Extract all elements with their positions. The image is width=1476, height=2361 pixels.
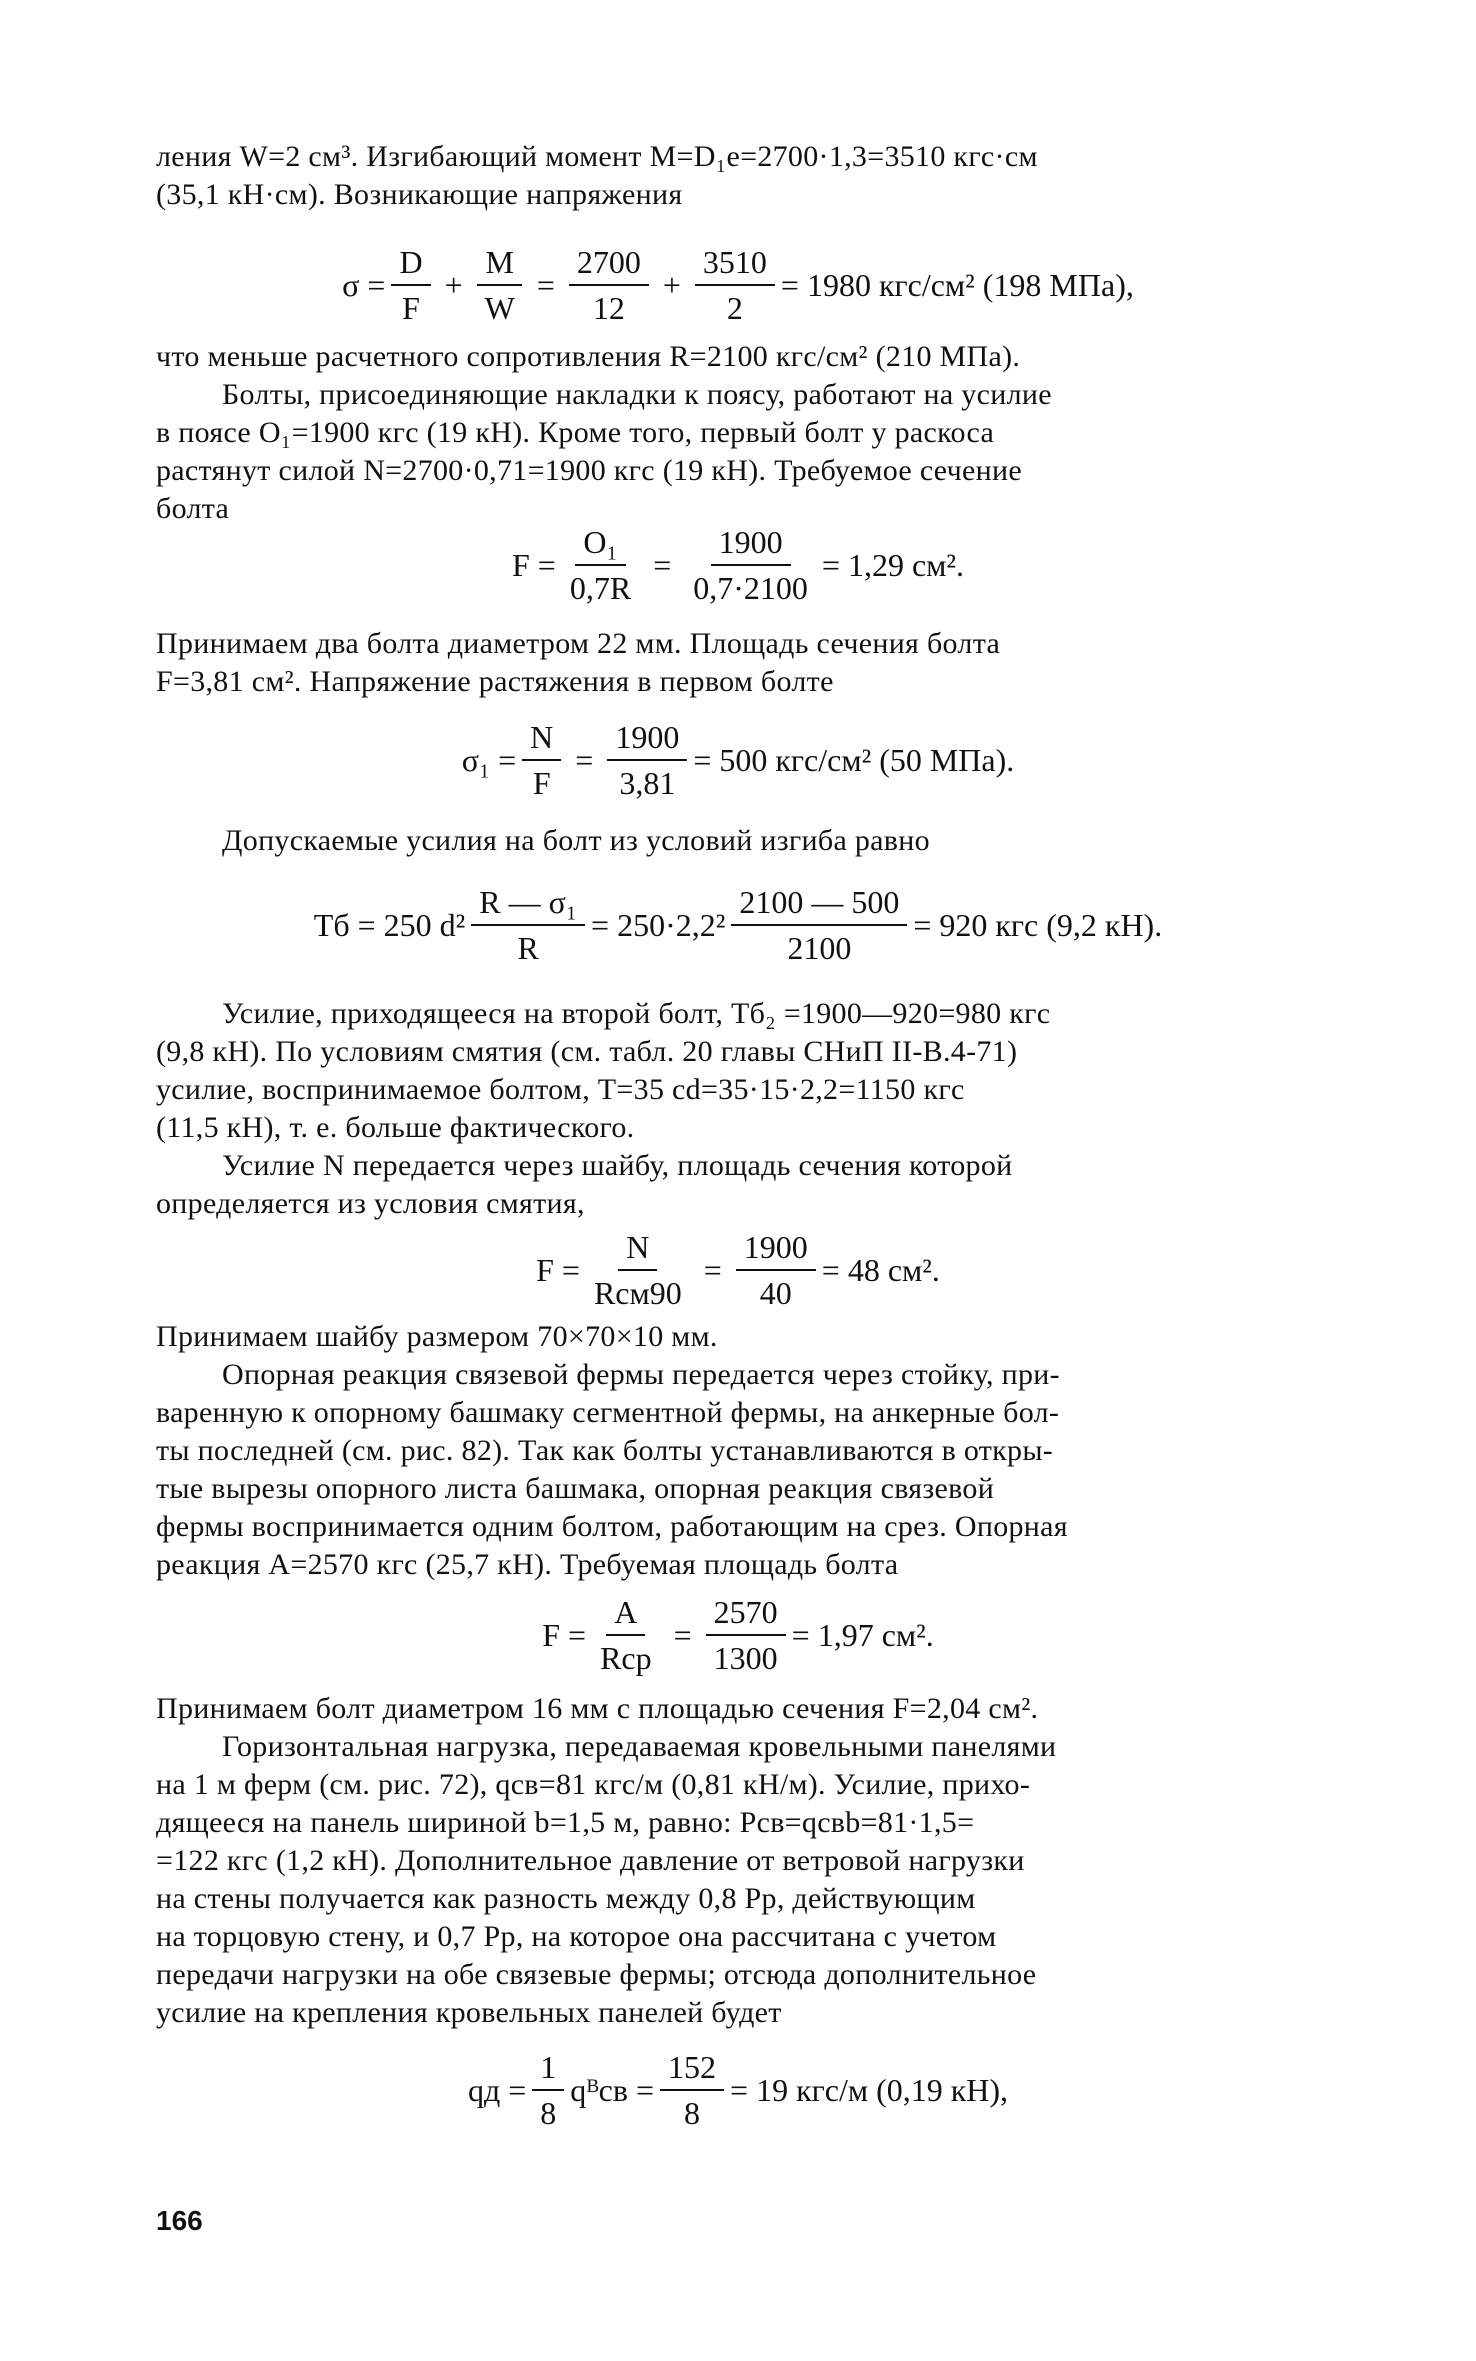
text-line: (35,1 кН·см). Возникающие напряжения — [156, 178, 683, 211]
formula-lhs: Tб = 250 d² — [313, 906, 466, 943]
denominator: 40 — [759, 1275, 792, 1311]
text-line: варенную к опорному башмаку сегментной фермы, на анкерные бол- — [156, 1396, 1060, 1429]
fraction — [660, 2047, 724, 2133]
text-line: фермы воспринимается одним болтом, работающим на срез. Опорная — [156, 1510, 1068, 1543]
text-line: реакция A=2570 кгс (25,7 кН). Требуемая площадь болта — [156, 1548, 899, 1581]
numerator: M — [477, 242, 521, 286]
formula-bending — [0, 870, 1476, 980]
formula-washer — [0, 1215, 1476, 1325]
formula-rhs: = 500 кгс/см² (50 МПа). — [693, 741, 1015, 778]
denominator: 0,7R — [569, 570, 632, 606]
fraction — [569, 242, 649, 328]
text-line: Усилие, приходящееся на второй болт, Tб₂ =1900—920=980 кгс — [222, 997, 1051, 1030]
fraction — [391, 242, 430, 328]
formula-rhs: = 1,29 см². — [821, 546, 964, 583]
text-line: Принимаем болт диаметром 16 мм с площадью сечения F=2,04 см². — [156, 1692, 1039, 1725]
numerator: N — [618, 1227, 657, 1271]
text-line: передачи нагрузки на обе связевые фермы; отсюда дополнительное — [156, 1958, 1037, 1991]
text-line: (9,8 кН). По условиям смятия (см. табл. 20 главы СНиП II-В.4-71) — [156, 1035, 1018, 1068]
denominator: F — [402, 290, 420, 326]
fraction — [532, 2047, 564, 2133]
page-number: 166 — [156, 2205, 203, 2236]
fraction — [477, 242, 523, 328]
text-line: усилие, воспринимаемое болтом, T=35 cd=35·15·2,2=1150 кгс — [156, 1073, 965, 1106]
numerator: O₁ — [575, 522, 625, 566]
operator: = — [575, 741, 594, 778]
denominator: F — [532, 765, 551, 801]
text-line: ты последней (см. рис. 82). Так как болты устанавливаются в откры- — [156, 1434, 1054, 1467]
operator: + — [662, 266, 681, 303]
text-line: (11,5 кН), т. е. больше фактического. — [156, 1111, 635, 1144]
text-line: болта — [156, 492, 230, 525]
text-line: F=3,81 см². Напряжение растяжения в первом болте — [156, 665, 834, 698]
fraction — [471, 882, 585, 968]
denominator: W — [484, 290, 515, 326]
text-line: в поясе O₁=1900 кгс (19 кН). Кроме того, первый болт у раскоса — [156, 416, 995, 449]
text-line: на торцовую стену, и 0,7 Pр, на которое она рассчитана с учетом — [156, 1920, 997, 1953]
text-line: дящееся на панель шириной b=1,5 м, равно: Pсв=qсвb=81·1,5= — [156, 1806, 975, 1839]
denominator: 2100 — [787, 930, 852, 966]
formula-mid: qᴮсв = — [570, 2071, 655, 2108]
operator: = — [536, 266, 555, 303]
formula-rhs: = 19 кгс/м (0,19 кН), — [730, 2071, 1009, 2108]
formula-rhs: = 1,97 см². — [791, 1616, 934, 1653]
numerator: 2700 — [569, 242, 649, 286]
denominator: Rср — [600, 1640, 652, 1676]
numerator: 1900 — [607, 717, 687, 761]
denominator: 2 — [726, 290, 743, 326]
numerator: 2100 — 500 — [731, 882, 907, 926]
text-line: что меньше расчетного сопротивления R=2100 кгс/см² (210 МПа). — [156, 340, 1021, 373]
operator: = — [703, 1251, 722, 1288]
text-line: тые вырезы опорного листа башмака, опорная реакция связевой — [156, 1472, 995, 1505]
formula-lhs: σ = — [342, 266, 386, 303]
denominator: 1300 — [713, 1640, 778, 1676]
fraction — [562, 522, 639, 608]
text-line: Допускаемые усилия на болт из условий изгиба равно — [222, 824, 930, 857]
fraction — [685, 522, 816, 608]
denominator: 8 — [540, 2095, 557, 2131]
text-line: ления W=2 см³. Изгибающий момент M=D₁e=2700·1,3=3510 кгс·см — [156, 140, 1038, 173]
fraction — [731, 882, 907, 968]
text-line: Болты, присоединяющие накладки к поясу, работают на усилие — [222, 378, 1052, 411]
text-line: =122 кгс (1,2 кН). Дополнительное давление от ветровой нагрузки — [156, 1844, 1025, 1877]
text-line: усилие на крепления кровельных панелей будет — [156, 1996, 782, 2029]
numerator: R — σ₁ — [471, 882, 585, 926]
fraction — [706, 1592, 786, 1678]
operator: + — [444, 266, 463, 303]
fraction — [607, 717, 687, 803]
formula-support-bolt — [0, 1580, 1476, 1690]
fraction — [592, 1592, 660, 1678]
text-line: Опорная реакция связевой фермы передается через стойку, при- — [222, 1358, 1060, 1391]
formula-lhs: F = — [536, 1251, 580, 1288]
denominator: R — [517, 930, 539, 966]
numerator: 152 — [660, 2047, 724, 2091]
text-line: Усилие N передается через шайбу, площадь сечения которой — [222, 1149, 1013, 1182]
text-line: определяется из условия смятия, — [156, 1187, 585, 1220]
formula-lhs: F = — [542, 1616, 587, 1653]
formula-bolt-area — [0, 510, 1476, 620]
numerator: N — [522, 717, 561, 761]
numerator: 1 — [532, 2047, 564, 2091]
text-line: Горизонтальная нагрузка, передаваемая кровельными панелями — [222, 1730, 1057, 1763]
denominator: Rсм90 — [593, 1275, 682, 1311]
formula-stress — [0, 230, 1476, 340]
denominator: 0,7·2100 — [693, 570, 808, 606]
formula-tension — [0, 705, 1476, 815]
fraction — [586, 1227, 690, 1313]
fraction — [736, 1227, 816, 1313]
formula-lhs: qд = — [467, 2071, 527, 2108]
formula-lhs: F = — [512, 546, 556, 583]
operator: = — [673, 1616, 692, 1653]
denominator: 12 — [592, 290, 625, 326]
text-line: на стены получается как разность между 0,8 Pр, действующим — [156, 1882, 976, 1915]
text-line: Принимаем два болта диаметром 22 мм. Площадь сечения болта — [156, 627, 1001, 660]
fraction — [522, 717, 561, 803]
formula-lhs: σ₁ = — [461, 741, 517, 778]
operator: = — [653, 546, 672, 583]
formula-additional-load — [0, 2035, 1476, 2145]
numerator: D — [391, 242, 430, 286]
denominator: 8 — [684, 2095, 701, 2131]
formula-rhs: = 920 кгс (9,2 кН). — [913, 906, 1163, 943]
formula-rhs: = 1980 кгс/см² (198 МПа), — [780, 266, 1134, 303]
text-line: Принимаем шайбу размером 70×70×10 мм. — [156, 1320, 718, 1353]
formula-mid: = 250·2,2² — [591, 906, 726, 943]
text-line: растянут силой N=2700·0,71=1900 кгс (19 кН). Требуемое сечение — [156, 454, 1022, 487]
formula-rhs: = 48 см². — [821, 1251, 940, 1288]
numerator: 2570 — [706, 1592, 786, 1636]
numerator: 1900 — [711, 522, 791, 566]
numerator: A — [606, 1592, 645, 1636]
numerator: 3510 — [695, 242, 775, 286]
text-line: на 1 м ферм (см. рис. 72), qсв=81 кгс/м (0,81 кН/м). Усилие, прихо- — [156, 1768, 1031, 1801]
numerator: 1900 — [736, 1227, 816, 1271]
fraction — [695, 242, 775, 328]
denominator: 3,81 — [619, 765, 676, 801]
